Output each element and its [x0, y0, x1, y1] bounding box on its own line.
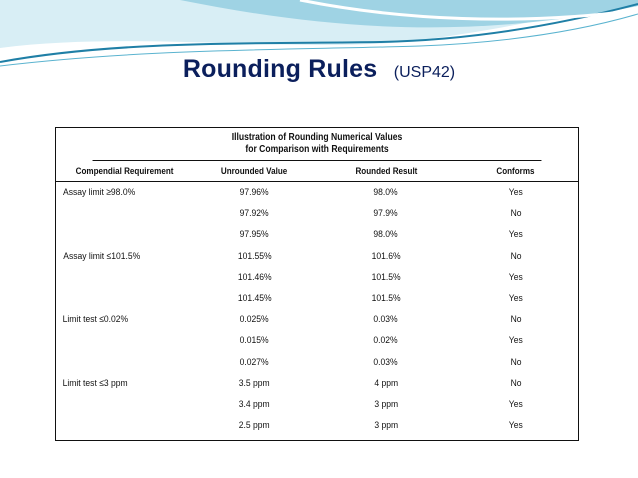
cell-unrounded: 101.45%	[237, 293, 272, 305]
cell-requirement	[56, 288, 190, 309]
cell-conforms: Yes	[508, 229, 523, 241]
cell-conforms: Yes	[508, 187, 523, 199]
cell-requirement	[56, 330, 190, 351]
cell-rounded: 98.0%	[373, 187, 399, 199]
table-row	[56, 267, 578, 288]
cell-requirement	[56, 203, 190, 224]
cell-rounded: 101.6%	[371, 250, 401, 262]
cell-rounded: 97.9%	[373, 208, 399, 220]
cell-requirement: Limit test ≤3 ppm	[62, 377, 128, 389]
cell-requirement: Limit test ≤0.02%	[62, 314, 129, 326]
cell-unrounded: 97.92%	[239, 208, 269, 220]
cell-rounded: 98.0%	[373, 229, 399, 241]
header-compendial-requirement: Compendial Requirement	[56, 161, 190, 182]
table-row	[56, 203, 578, 224]
cell-unrounded: 3.5 ppm	[238, 377, 270, 389]
cell-conforms: No	[510, 314, 522, 326]
cell-requirement	[56, 267, 190, 288]
cell-requirement	[56, 394, 190, 415]
cell-conforms: No	[510, 377, 522, 389]
table-row	[56, 224, 578, 245]
cell-rounded: 0.03%	[373, 314, 399, 326]
cell-conforms: No	[510, 250, 522, 262]
header-rounded-result: Rounded Result	[319, 161, 454, 182]
cell-unrounded: 97.95%	[239, 229, 269, 241]
cell-requirement	[56, 352, 190, 373]
cell-unrounded: 101.55%	[237, 250, 272, 262]
table-header-row	[56, 161, 578, 182]
table-row	[56, 182, 578, 204]
cell-requirement	[56, 224, 190, 245]
table-row	[56, 246, 578, 267]
cell-conforms: Yes	[508, 271, 523, 283]
title-main: Rounding Rules	[182, 55, 378, 83]
cell-unrounded: 2.5 ppm	[238, 420, 270, 432]
cell-rounded: 3 ppm	[374, 420, 398, 432]
cell-requirement: Assay limit ≥98.0%	[63, 187, 136, 199]
caption-line-1: Illustration of Rounding Numerical Values	[231, 132, 403, 143]
cell-rounded: 101.5%	[371, 271, 401, 283]
cell-rounded: 3 ppm	[374, 398, 398, 410]
table-row	[56, 373, 578, 394]
cell-rounded: 4 ppm	[374, 377, 398, 389]
cell-conforms: Yes	[508, 335, 523, 347]
rounding-table	[55, 127, 579, 441]
cell-conforms: Yes	[508, 293, 523, 305]
cell-conforms: Yes	[508, 398, 523, 410]
cell-unrounded: 97.96%	[239, 187, 269, 199]
cell-unrounded: 0.025%	[239, 314, 269, 326]
cell-requirement: Assay limit ≤101.5%	[63, 250, 141, 262]
caption-line-2: for Comparison with Requirements	[245, 144, 389, 155]
cell-conforms: Yes	[508, 420, 523, 432]
table-caption	[93, 128, 542, 161]
cell-requirement	[56, 415, 190, 436]
table-row	[56, 352, 578, 373]
table-row	[56, 394, 578, 415]
cell-unrounded: 0.015%	[239, 335, 269, 347]
header-conforms: Conforms	[453, 161, 578, 182]
header-unrounded-value: Unrounded Value	[190, 161, 319, 182]
cell-conforms: No	[510, 208, 522, 220]
cell-rounded: 101.5%	[371, 293, 401, 305]
title-subtitle: (USP42)	[393, 64, 456, 81]
rounding-data-table	[56, 161, 578, 436]
table-row	[56, 309, 578, 330]
slide-title	[0, 55, 638, 84]
cell-conforms: No	[510, 356, 522, 368]
table-row	[56, 415, 578, 436]
cell-unrounded: 3.4 ppm	[238, 398, 270, 410]
cell-rounded: 0.02%	[373, 335, 399, 347]
table-row	[56, 330, 578, 351]
table-row	[56, 288, 578, 309]
cell-rounded: 0.03%	[373, 356, 399, 368]
cell-unrounded: 101.46%	[237, 271, 272, 283]
cell-unrounded: 0.027%	[239, 356, 269, 368]
